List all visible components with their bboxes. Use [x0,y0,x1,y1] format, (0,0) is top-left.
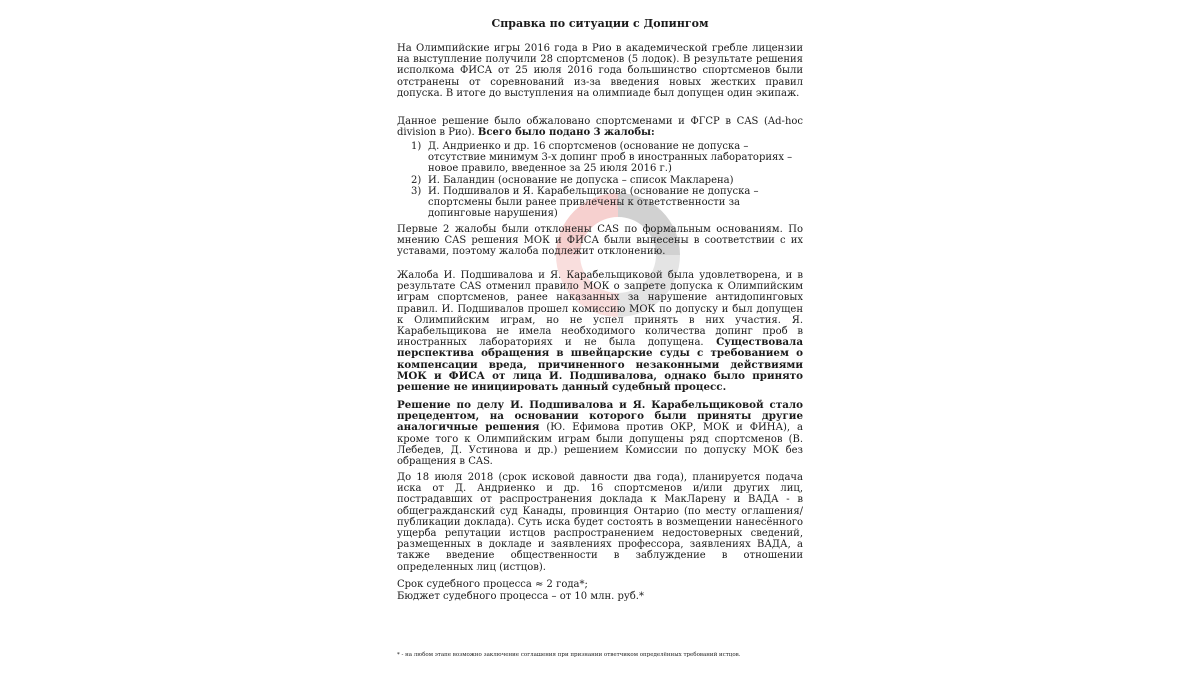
list-item [411,186,803,220]
satisfied-paragraph [397,270,803,393]
appeal-count: Всего было подано 3 жалобы: [477,127,655,139]
rejected-paragraph: Первые 2 жалобы были отклонены CAS по формальным основаниям. По мнению CAS решения МОК и ФИСА были вынесены в соответствии с их уставами, поэтому жалоба подлежит отклонению. [397,224,803,258]
term-line: Срок судебного процесса ≈ 2 года*; [397,579,588,590]
precedent-text: (Ю. Ефимова против ОКР, МОК и ФИНА), а кроме того к Олимпийским играм были допущены ряд спортсменов (В. Лебедев, Д. Устинова и др.) решением Комиссии по допуску МОК без обращения в CAS. [397,422,803,468]
list-number: 1) [411,141,422,152]
list-item-text: И. Подшивалов и Я. Карабельщикова (основание не допуска – спортсмены были ранее привлечены к ответственности за допинговые нарушения) [428,185,759,220]
budget-line: Бюджет судебного процесса – от 10 млн. руб.* [397,591,644,602]
appeal-text: Данное решение было обжаловано спортсменами и ФГСР в CAS (Ad-hoc division в Рио). [397,116,803,139]
list-item [411,141,803,175]
precedent-paragraph [397,400,803,467]
list-number: 3) [411,185,422,197]
footnote: * - на любом этапе возможно заключение соглашения при признании ответчиком определённых требований истцов. [397,652,741,658]
satisfied-text: Жалоба И. Подшивалова и Я. Карабельщиковой была удовлетворена, и в результате CAS отменил правило МОК о запрете допуска к Олимпийским играм спортсменов, ранее наказанных за нарушение антидопинговых правил. И. Подшивалов прошел комиссию МОК по допуску и был допущен к Олимпийским играм, но не успел принять в них участия. Я. Карабельщикова не имела необходимого количества допинг проб в иностранных лабораториях и не была допущена. [397,270,803,349]
list-item-text: И. Баландин (основание не допуска – список Макларена) [428,174,734,186]
document-page [397,0,803,676]
list-item [411,175,803,186]
list-item-text: Д. Андриенко и др. 16 спортсменов (основание не допуска – отсутствие минимум 3-х допинг проб в иностранных лабораториях – новое правило, введенное за 25 июля 2016 г.) [428,141,793,175]
lawsuit-paragraph: До 18 июля 2018 (срок исковой давности два года), планируется подача иска от Д. Андриенко и др. 16 спортсменов и/или других лиц, пострадавших от распространения доклада к МакЛарену и ВАДА - в общегражданский суд Канады, провинция Онтарио (по месту оглашения/публикации доклада). Суть иска будет состоять в возмещении нанесённого ущерба репутации истцов распространением недостоверных сведений, размещенных в докладе и заявлениях профессора, заявлениях ВАДА, а также введение общественности в заблуждение в отношении определенных лиц (истцов). [397,472,803,573]
list-number: 2) [411,174,422,186]
precedent-bold-text: Решение по делу И. Подшивалова и Я. Карабельщиковой стало прецедентом, на основании которого были приняты другие аналогичные решения [397,399,803,434]
satisfied-bold-text: Существовала перспектива обращения в швейцарские суды с требованием о компенсации вреда, причиненного незаконными действиями МОК и ФИСА от лица И. Подшивалова, однако было принято решение не инициировать данный судебный процесс. [397,336,803,394]
document-title: Справка по ситуации с Допингом [491,17,709,30]
intro-paragraph: На Олимпийские игры 2016 года в Рио в академической гребле лицензии на выступление получили 28 спортсменов (5 лодок). В результате решения исполкома ФИСА от 25 июля 2016 года большинство спортсменов были отстранены от соревнований из-за введения новых жестких правил допуска. В итоге до выступления на олимпиаде был допущен один экипаж. [397,43,803,99]
appeal-paragraph [397,116,803,138]
complaints-list [411,141,803,219]
